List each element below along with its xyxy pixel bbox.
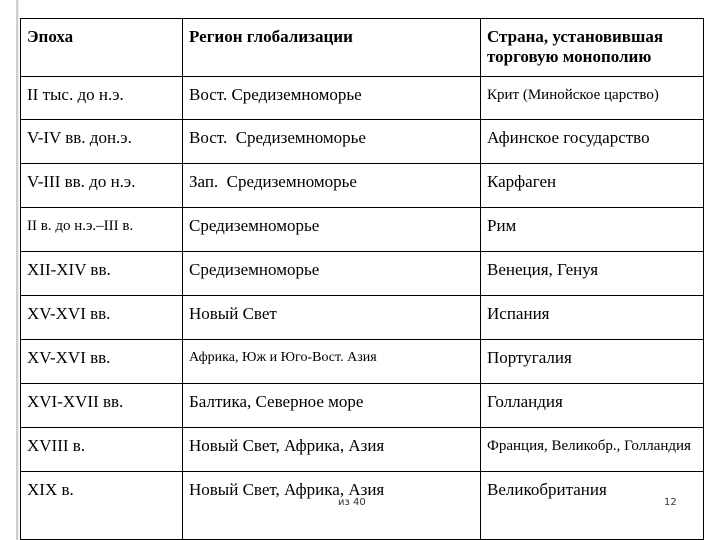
cell-region: Средиземноморье xyxy=(183,208,481,252)
table-row xyxy=(21,208,704,252)
cell-country: Голландия xyxy=(481,384,704,428)
cell-epoch: XII-XIV вв. xyxy=(21,252,183,296)
cell-region: Вост. Средиземноморье xyxy=(183,76,481,120)
cell-country: Крит (Минойское царство) xyxy=(481,76,704,120)
table-row xyxy=(21,340,704,384)
table-row xyxy=(21,428,704,472)
cell-epoch: XV-XVI вв. xyxy=(21,340,183,384)
cell-country: Афинское государство xyxy=(481,120,704,164)
cell-epoch: XVIII в. xyxy=(21,428,183,472)
header-epoch: Эпоха xyxy=(21,19,183,77)
table-row xyxy=(21,384,704,428)
cell-country: Португалия xyxy=(481,340,704,384)
cell-country: Великобритания xyxy=(481,471,704,539)
cell-region: Новый Свет, Африка, Азия xyxy=(183,428,481,472)
cell-region: Новый Свет xyxy=(183,296,481,340)
globalization-table-container xyxy=(20,18,703,540)
cell-epoch: XV-XVI вв. xyxy=(21,296,183,340)
cell-country: Рим xyxy=(481,208,704,252)
cell-region: Зап. Средиземноморье xyxy=(183,164,481,208)
cell-region: Африка, Юж и Юго-Вост. Азия xyxy=(183,340,481,384)
page-number: 12 xyxy=(664,497,677,508)
cell-epoch: XVI-XVII вв. xyxy=(21,384,183,428)
table-row xyxy=(21,296,704,340)
table-row xyxy=(21,252,704,296)
header-country: Страна, установившая торговую монополию xyxy=(481,19,704,77)
header-region: Регион глобализации xyxy=(183,19,481,77)
cell-country: Франция, Великобр., Голландия xyxy=(481,428,704,472)
cell-region: Балтика, Северное море xyxy=(183,384,481,428)
left-edge-bar xyxy=(0,0,18,540)
cell-epoch: V-III вв. до н.э. xyxy=(21,164,183,208)
cell-country: Испания xyxy=(481,296,704,340)
cell-region: Новый Свет, Африка, Азия xyxy=(183,471,481,539)
cell-epoch: XIX в. xyxy=(21,471,183,539)
cell-country: Карфаген xyxy=(481,164,704,208)
cell-epoch: II тыс. до н.э. xyxy=(21,76,183,120)
table-header-row xyxy=(21,19,704,77)
cell-country: Венеция, Генуя xyxy=(481,252,704,296)
table-row xyxy=(21,164,704,208)
cell-region: Средиземноморье xyxy=(183,252,481,296)
cell-epoch: II в. до н.э.–III в. xyxy=(21,208,183,252)
table-row xyxy=(21,120,704,164)
globalization-table xyxy=(20,18,704,540)
cell-region: Вост. Средиземноморье xyxy=(183,120,481,164)
cell-epoch: V-IV вв. дон.э. xyxy=(21,120,183,164)
table-row xyxy=(21,76,704,120)
pager-total: из 40 xyxy=(338,497,366,508)
